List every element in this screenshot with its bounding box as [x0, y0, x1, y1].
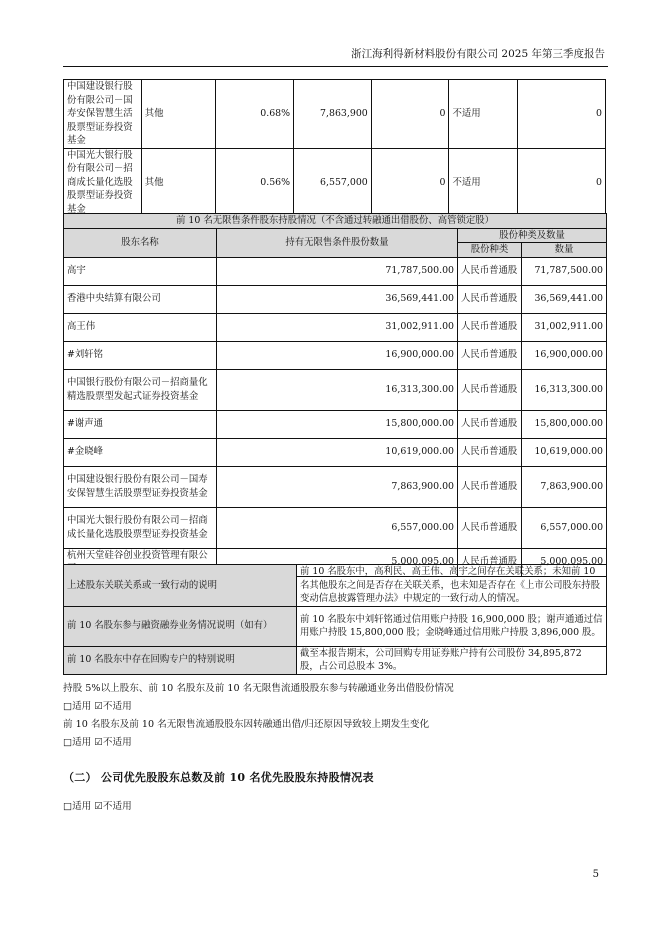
- share-kind: 人民币普通股: [458, 369, 522, 410]
- holder-name: 高宇: [64, 257, 217, 285]
- col-header-holding: 持有无限售条件股份数量: [217, 228, 458, 257]
- holding-shares: 5,000,095.00: [217, 548, 458, 576]
- table-row: [64, 410, 607, 438]
- note-text: 截至本报告期末，公司回购专用证券账户持有公司股份 34,895,872 股，占公司总股本 3%。: [297, 646, 607, 674]
- table-row: [64, 438, 607, 466]
- holder-name: 中国光大银行股份有限公司－招商成长量化选股股票型证券投资基金: [64, 507, 217, 548]
- report-header-title: 浙江海利得新材料股份有限公司 2025 年第三季度报告: [351, 48, 605, 60]
- share-qty: 31,002,911.00: [522, 313, 607, 341]
- page-number: 5: [592, 869, 599, 880]
- applicability-check: □适用 ☑不适用: [63, 737, 132, 748]
- restricted-shares: 0: [371, 148, 449, 217]
- share-qty: 16,900,000.00: [522, 341, 607, 369]
- share-kind: 人民币普通股: [458, 507, 522, 548]
- col-header-kind-qty: 股份种类及数量: [458, 228, 607, 243]
- notes-table: [63, 564, 607, 675]
- holding-pct: 0.68%: [216, 80, 294, 149]
- holding-shares: 16,313,300.00: [217, 369, 458, 410]
- holder-nature: 其他: [141, 148, 216, 217]
- holding-shares: 6,557,000.00: [217, 507, 458, 548]
- top-holders-table-continued: [63, 79, 606, 217]
- table-row: [64, 369, 607, 410]
- holding-shares: 7,863,900.00: [217, 466, 458, 507]
- table-header-row: [64, 228, 607, 243]
- holder-name: 中国光大银行股份有限公司－招商成长量化选股股票型证券投资基金: [64, 148, 142, 217]
- section-heading: （二） 公司优先股股东总数及前 10 名优先股股东持股情况表: [63, 771, 374, 784]
- note-row: [64, 646, 607, 674]
- table-row: [64, 148, 606, 217]
- share-qty: 15,800,000.00: [522, 410, 607, 438]
- share-qty: 36,569,441.00: [522, 285, 607, 313]
- share-kind: 人民币普通股: [458, 313, 522, 341]
- pledge-qty: 0: [517, 80, 605, 149]
- note-text: 前 10 名股东中刘轩铭通过信用账户持股 16,900,000 股；谢声通通过信用账户持股 15,800,000 股；金晓峰通过信用账户持股 3,896,000 股。: [297, 606, 607, 646]
- holding-shares: 16,900,000.00: [217, 341, 458, 369]
- table-row: [64, 257, 607, 285]
- share-kind: 人民币普通股: [458, 438, 522, 466]
- share-kind: 人民币普通股: [458, 466, 522, 507]
- table-row: [64, 313, 607, 341]
- holder-nature: 其他: [141, 80, 216, 149]
- holder-name: 中国银行股份有限公司－招商量化精选股票型发起式证券投资基金: [64, 369, 217, 410]
- applicability-check: □适用 ☑不适用: [63, 701, 132, 712]
- table-row: [64, 341, 607, 369]
- holder-name: 杭州天堂硅谷创业投资管理有限公: [64, 548, 217, 576]
- pledge-qty: 0: [517, 148, 605, 217]
- holder-name: #刘轩铭: [64, 341, 217, 369]
- holding-shares: 6,557,000: [294, 148, 372, 217]
- holder-name: #金晓峰: [64, 438, 217, 466]
- col-header-name: 股东名称: [64, 228, 217, 257]
- share-kind: 人民币普通股: [458, 548, 522, 576]
- table-section-title-row: [64, 214, 607, 229]
- share-kind: 人民币普通股: [458, 410, 522, 438]
- holding-shares: 36,569,441.00: [217, 285, 458, 313]
- holder-name: #谢声通: [64, 410, 217, 438]
- pledge-status: 不适用: [449, 80, 517, 149]
- restricted-shares: 0: [371, 80, 449, 149]
- share-kind: 人民币普通股: [458, 341, 522, 369]
- col-header-qty: 数量: [522, 243, 607, 258]
- unrestricted-holders-table: [63, 213, 607, 577]
- share-kind: 人民币普通股: [458, 285, 522, 313]
- holding-shares: 71,787,500.00: [217, 257, 458, 285]
- share-qty: 71,787,500.00: [522, 257, 607, 285]
- header-rule: [63, 66, 608, 67]
- share-qty: 5,000,095.00: [522, 548, 607, 576]
- note-row: [64, 565, 607, 607]
- holder-name: 中国建设银行股份有限公司－国寿安保智慧生活股票型证券投资基金: [64, 80, 142, 149]
- holder-name: 高王伟: [64, 313, 217, 341]
- note-label: 前 10 名股东中存在回购专户的特别说明: [64, 646, 297, 674]
- share-qty: 16,313,300.00: [522, 369, 607, 410]
- holder-name: 中国建设银行股份有限公司－国寿安保智慧生活股票型证券投资基金: [64, 466, 217, 507]
- note-text: 前 10 名股东中，高利民、高王伟、高宇之间存在关联关系；未知前 10 名其他股东之间是否存在关联关系，也未知是否存在《上市公司股东持股变动信息披露管理办法》中规定的一致行动人的情况。: [297, 565, 607, 607]
- holding-pct: 0.56%: [216, 148, 294, 217]
- table-row: [64, 507, 607, 548]
- note-label: 上述股东关联关系或一致行动的说明: [64, 565, 297, 607]
- table-row: [64, 466, 607, 507]
- holding-shares: 10,619,000.00: [217, 438, 458, 466]
- table-row: [64, 80, 606, 149]
- col-header-kind: 股份种类: [458, 243, 522, 258]
- note-row: [64, 606, 607, 646]
- note-label: 前 10 名股东参与融资融券业务情况说明（如有）: [64, 606, 297, 646]
- share-kind: 人民币普通股: [458, 257, 522, 285]
- pledge-status: 不适用: [449, 148, 517, 217]
- holding-shares: 31,002,911.00: [217, 313, 458, 341]
- share-qty: 10,619,000.00: [522, 438, 607, 466]
- lending-change-paragraph: 前 10 名股东及前 10 名无限售流通股股东因转融通出借/归还原因导致较上期发生变化: [63, 719, 430, 730]
- securities-lending-paragraph: 持股 5%以上股东、前 10 名股东及前 10 名无限售流通股股东参与转融通业务出借股份情况: [63, 683, 454, 694]
- share-qty: 7,863,900.00: [522, 466, 607, 507]
- applicability-check: □适用 ☑不适用: [63, 801, 132, 812]
- holding-shares: 15,800,000.00: [217, 410, 458, 438]
- section-title: 前 10 名无限售条件股东持股情况（不含通过转融通出借股份、高管锁定股）: [64, 214, 607, 229]
- holding-shares: 7,863,900: [294, 80, 372, 149]
- holder-name: 香港中央结算有限公司: [64, 285, 217, 313]
- share-qty: 6,557,000.00: [522, 507, 607, 548]
- table-row: [64, 285, 607, 313]
